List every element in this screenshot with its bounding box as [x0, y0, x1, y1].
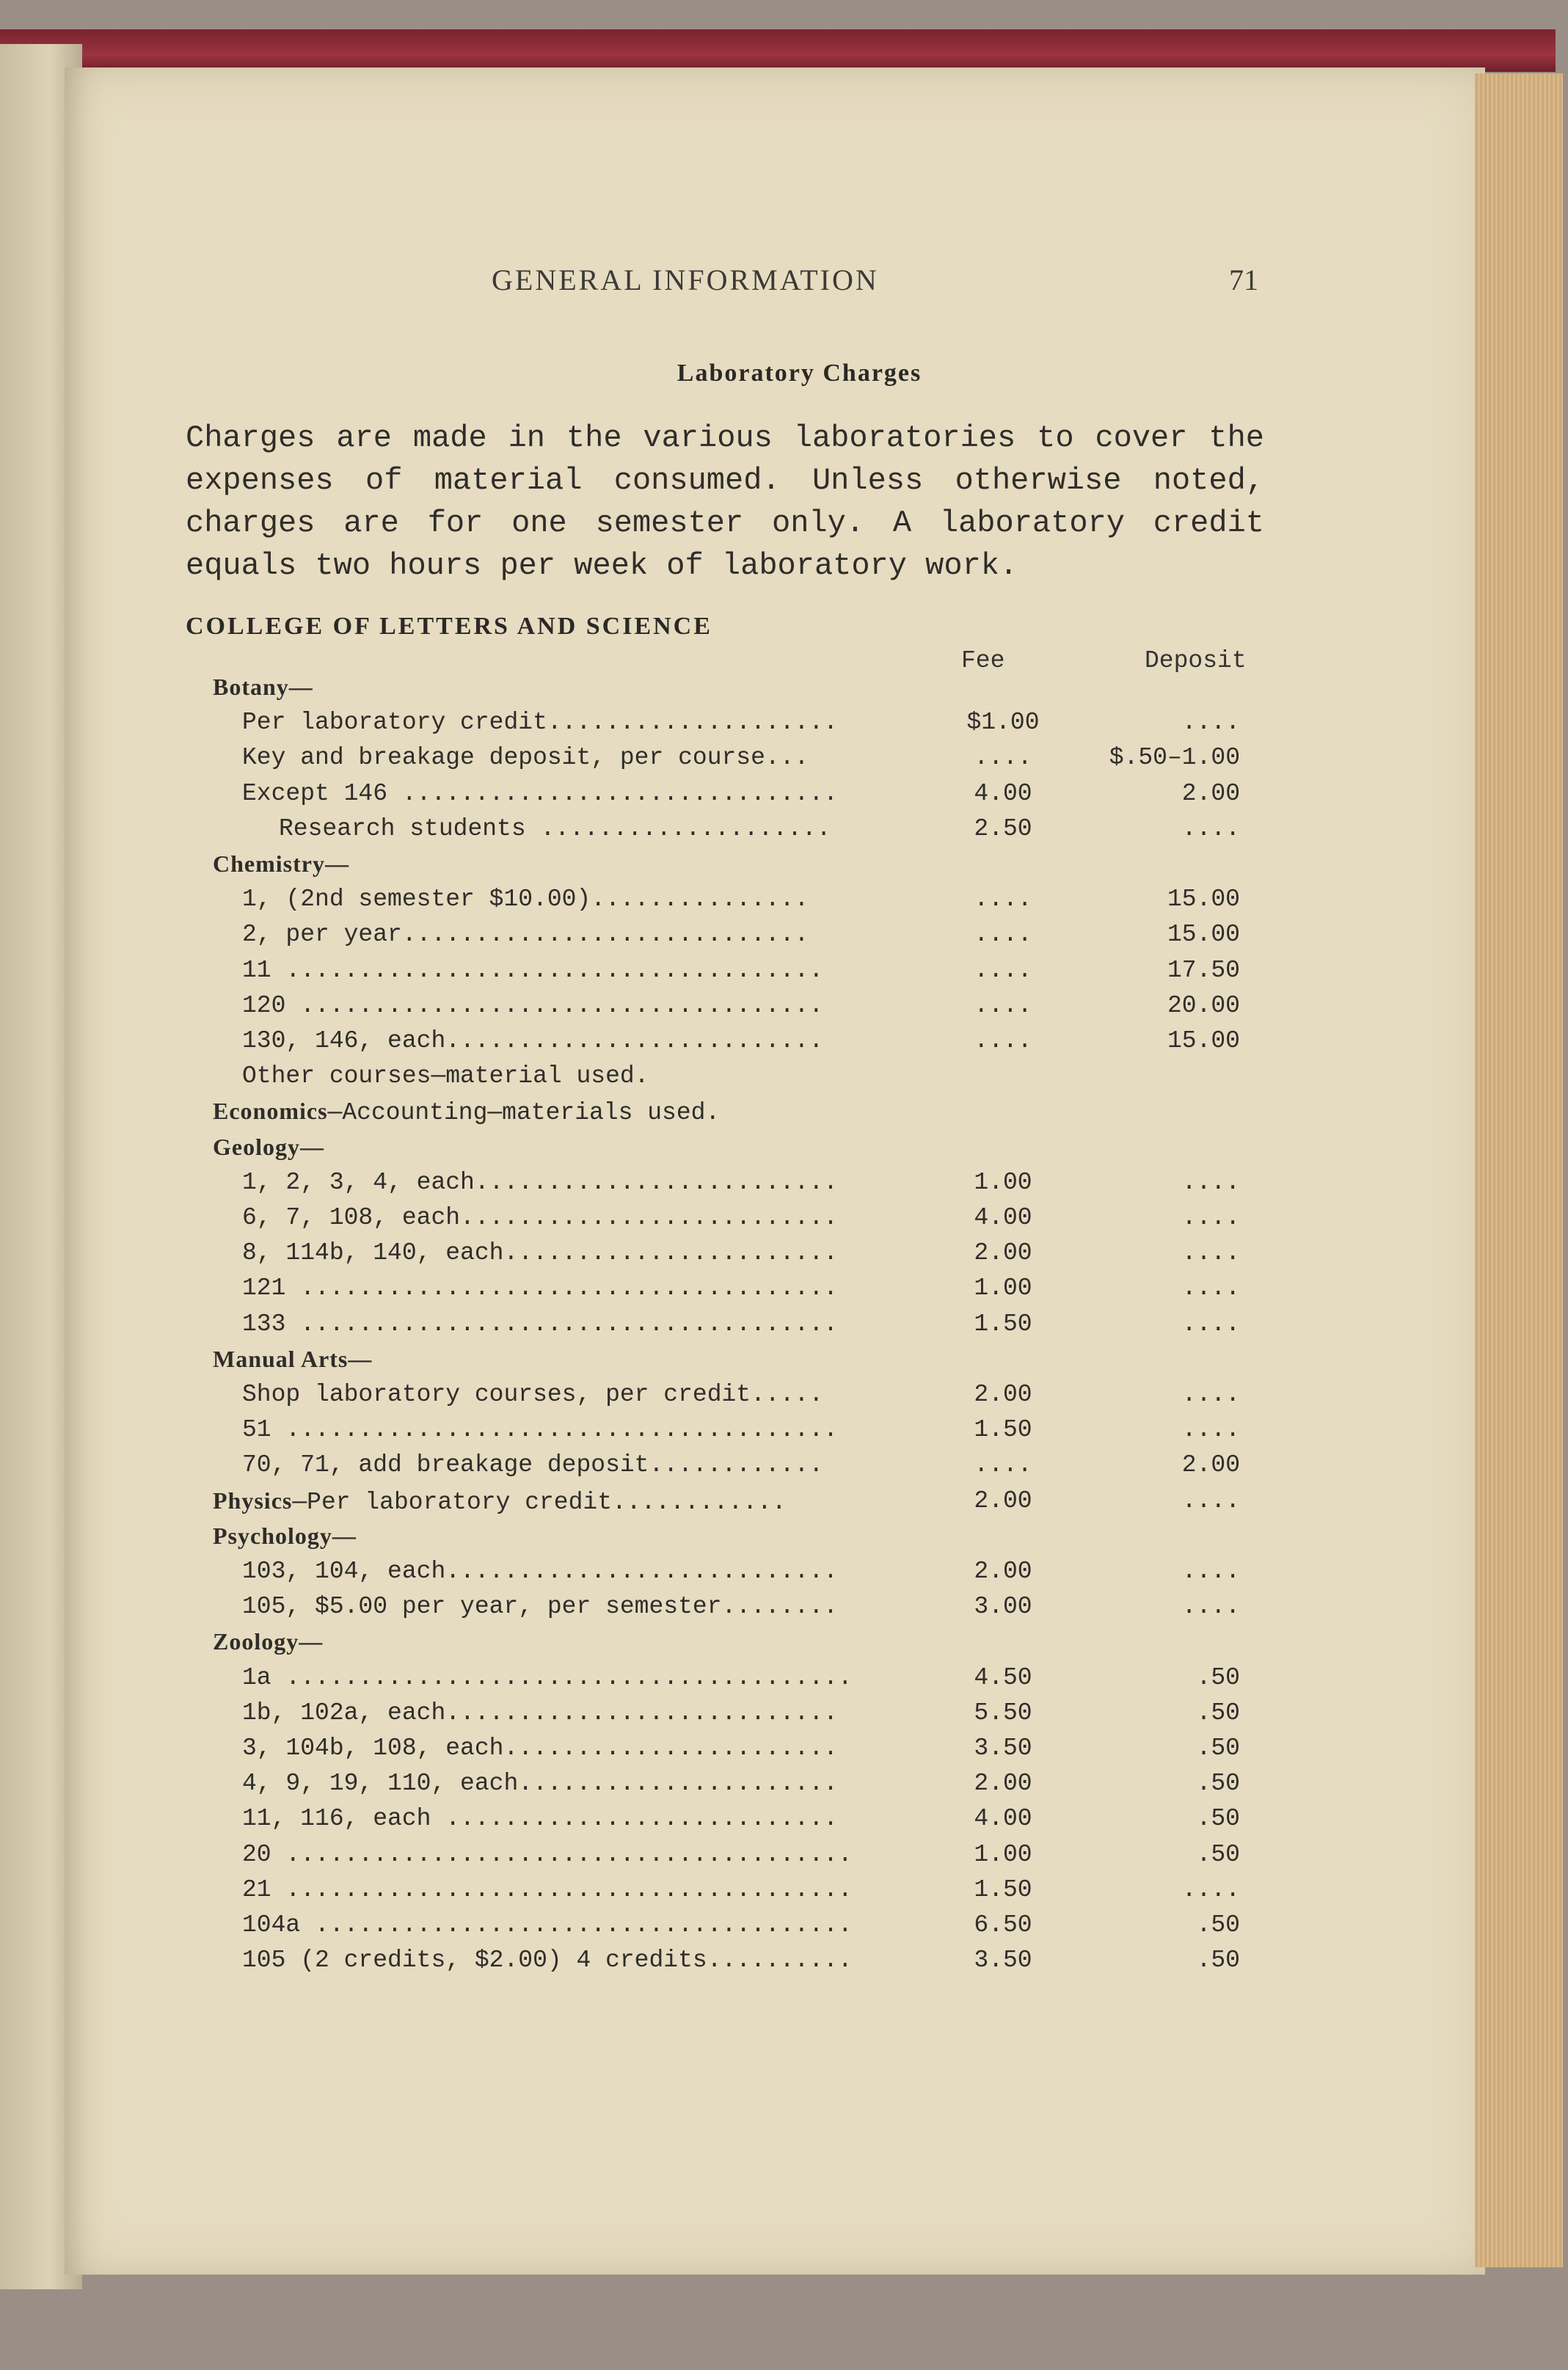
item-label [242, 1593, 906, 1620]
deposit-value: .... [1181, 709, 1240, 737]
category-row [0, 850, 1568, 886]
label-text: 11 ..................................... [242, 956, 824, 984]
fee-value: 6.50 [974, 1911, 1032, 1939]
deposit-value: 2.00 [1181, 779, 1240, 807]
category-row [0, 1134, 1568, 1169]
label-text: Botany— [213, 674, 313, 700]
item-label [242, 1381, 906, 1408]
label-text: 3, 104b, 108, each....................... [242, 1735, 838, 1762]
fee-value: 1.00 [974, 1168, 1032, 1196]
deposit-value: .... [1181, 1416, 1240, 1444]
charge-row [0, 1062, 1568, 1098]
fee-value: 2.00 [974, 1770, 1032, 1798]
charge-row [0, 1381, 1568, 1416]
category-label [213, 1098, 906, 1126]
label-text: Physics [213, 1487, 293, 1514]
category-row [0, 1628, 1568, 1663]
item-label [242, 1805, 906, 1832]
label-text: Other courses—material used. [242, 1062, 649, 1090]
fee-value: 4.00 [974, 779, 1032, 807]
label-text: Except 146 .............................. [242, 779, 838, 807]
item-label [242, 1204, 906, 1231]
item-label [242, 780, 906, 807]
charge-row [0, 1876, 1568, 1911]
charge-row [0, 1027, 1568, 1062]
category-row [0, 1098, 1568, 1133]
item-label [279, 815, 906, 842]
fee-value: 1.50 [974, 1416, 1032, 1444]
charge-row [0, 1239, 1568, 1275]
fee-value: 3.00 [974, 1593, 1032, 1621]
fee-value: .... [974, 991, 1032, 1019]
charge-row [0, 1664, 1568, 1699]
fee-value: 2.00 [974, 1381, 1032, 1408]
deposit-value: .50 [1196, 1805, 1240, 1833]
label-text: 51 ...................................... [242, 1416, 838, 1444]
item-label [242, 1275, 906, 1302]
item-label [242, 921, 906, 948]
label-text: 104a ..................................... [242, 1911, 853, 1939]
charge-row [0, 1416, 1568, 1451]
charge-row [0, 780, 1568, 815]
label-text: 1, (2nd semester $10.00)............... [242, 886, 809, 914]
deposit-value: .50 [1196, 1663, 1240, 1691]
deposit-value: .... [1181, 1275, 1240, 1302]
college-heading: COLLEGE OF LETTERS AND SCIENCE [186, 613, 712, 640]
label-text: Geology— [213, 1133, 324, 1160]
deposit-value: .... [1181, 1593, 1240, 1621]
label-text: 6, 7, 108, each.......................... [242, 1204, 838, 1231]
label-text: Economics [213, 1098, 328, 1125]
fee-value: 4.00 [974, 1805, 1032, 1833]
item-label [242, 1416, 906, 1443]
fee-value: 2.00 [974, 1239, 1032, 1267]
fee-value: $1.00 [966, 709, 1040, 737]
deposit-value: .... [1181, 1310, 1240, 1338]
deposit-value: 15.00 [1167, 886, 1240, 914]
category-label [213, 850, 906, 878]
charge-row [0, 992, 1568, 1027]
charge-row [0, 1558, 1568, 1593]
charge-row [0, 1204, 1568, 1239]
deposit-value: 15.00 [1167, 921, 1240, 949]
label-text: 121 ..................................... [242, 1275, 838, 1302]
item-label [242, 1027, 906, 1054]
fee-value: 2.00 [974, 1487, 1032, 1514]
fee-value: 1.50 [974, 1310, 1032, 1338]
item-label [242, 1310, 906, 1338]
label-text: 133 ..................................... [242, 1310, 838, 1338]
label-text: 1b, 102a, each........................... [242, 1699, 838, 1727]
deposit-value: .50 [1196, 1735, 1240, 1762]
charge-row [0, 1593, 1568, 1628]
fee-value: .... [974, 921, 1032, 949]
fee-value: .... [974, 744, 1032, 772]
fee-value: .... [974, 956, 1032, 984]
category-row [0, 674, 1568, 709]
charge-row [0, 1735, 1568, 1770]
label-text: 21 ....................................... [242, 1875, 853, 1903]
label-text: 2, per year............................ [242, 921, 809, 949]
label-text: Key and breakage deposit, per course... [242, 744, 809, 772]
page-number: 71 [1229, 263, 1258, 296]
item-label [242, 1947, 906, 1974]
deposit-value: .... [1181, 1204, 1240, 1231]
item-label [242, 1841, 906, 1868]
label-text: 130, 146, each.......................... [242, 1027, 824, 1054]
charge-row [0, 1770, 1568, 1805]
deposit-value: .... [1181, 1381, 1240, 1408]
item-label [242, 1451, 906, 1478]
fee-column-header: Fee [961, 647, 1005, 674]
item-label [242, 1770, 906, 1797]
deposit-value: .... [1181, 1239, 1240, 1267]
fee-value: 3.50 [974, 1735, 1032, 1762]
deposit-value: .... [1181, 1487, 1240, 1514]
item-label [242, 1062, 906, 1090]
deposit-column-header: Deposit [1145, 647, 1247, 674]
category-row [0, 1523, 1568, 1558]
item-label [242, 1239, 906, 1266]
deposit-value: 2.00 [1181, 1451, 1240, 1479]
charge-row [0, 1699, 1568, 1735]
label-text: Psychology— [213, 1522, 357, 1549]
fee-value: 1.00 [974, 1275, 1032, 1302]
item-label [242, 957, 906, 984]
charge-row [0, 1805, 1568, 1840]
charge-row [0, 1275, 1568, 1310]
charge-row [0, 815, 1568, 850]
category-row [0, 1487, 1568, 1523]
charge-row [0, 957, 1568, 992]
deposit-value: .... [1181, 1875, 1240, 1903]
fee-value: 2.50 [974, 814, 1032, 842]
deposit-value: .50 [1196, 1770, 1240, 1798]
deposit-value: .... [1181, 1558, 1240, 1585]
item-label [242, 1169, 906, 1196]
label-text: 1a ....................................... [242, 1663, 853, 1691]
deposit-value: .50 [1196, 1699, 1240, 1727]
fee-value: 5.50 [974, 1699, 1032, 1727]
fee-value: .... [974, 886, 1032, 914]
fee-value: 4.50 [974, 1663, 1032, 1691]
label-text: Chemistry— [213, 850, 349, 877]
item-label [242, 1876, 906, 1903]
label-rest-text: —Per laboratory credit............ [292, 1488, 787, 1516]
deposit-value: 15.00 [1167, 1027, 1240, 1054]
label-text: Manual Arts— [213, 1345, 373, 1372]
charge-row [0, 1169, 1568, 1204]
deposit-value: .... [1181, 814, 1240, 842]
category-label [213, 1346, 906, 1373]
label-text: 70, 71, add breakage deposit............ [242, 1451, 824, 1479]
deposit-value: 17.50 [1167, 956, 1240, 984]
charge-row [0, 744, 1568, 779]
category-label [213, 1523, 906, 1550]
category-label [213, 1487, 906, 1516]
label-rest-text: —Accounting—materials used. [327, 1099, 721, 1127]
charge-row [0, 921, 1568, 956]
charge-row [0, 886, 1568, 921]
deposit-value: .50 [1196, 1911, 1240, 1939]
fee-value: 2.00 [974, 1558, 1032, 1585]
deposit-value: .... [1181, 1168, 1240, 1196]
intro-paragraph: Charges are made in the various laboratories to cover the expenses of material consumed. Unless otherwise noted, charges are for one semester only. A laboratory credit equals two hours per week of laboratory work. [186, 420, 1264, 583]
item-label [242, 709, 906, 736]
charge-row [0, 1947, 1568, 1982]
charge-row [0, 1451, 1568, 1487]
item-label [242, 886, 906, 913]
fee-value: 3.50 [974, 1947, 1032, 1975]
label-text: 103, 104, each........................... [242, 1558, 838, 1585]
deposit-value: .50 [1196, 1840, 1240, 1868]
label-text: 1, 2, 3, 4, each......................... [242, 1168, 838, 1196]
category-label [213, 1134, 906, 1161]
item-label [242, 1911, 906, 1939]
fee-value: 1.00 [974, 1840, 1032, 1868]
charge-row [0, 1911, 1568, 1947]
fee-value: 4.00 [974, 1204, 1032, 1231]
section-title-text: Laboratory Charges [677, 360, 922, 387]
deposit-value: $.50–1.00 [1109, 744, 1240, 772]
charge-row [0, 709, 1568, 744]
fee-value: 1.50 [974, 1875, 1032, 1903]
item-label [242, 1699, 906, 1727]
item-label [242, 1735, 906, 1762]
fee-value: .... [974, 1451, 1032, 1479]
item-label [242, 992, 906, 1019]
category-label [213, 674, 906, 701]
label-text: 4, 9, 19, 110, each...................... [242, 1770, 838, 1798]
charge-row [0, 1310, 1568, 1346]
running-head: GENERAL INFORMATION [492, 263, 879, 296]
label-text: Zoology— [213, 1628, 324, 1655]
item-label [242, 1558, 906, 1585]
deposit-value: .50 [1196, 1947, 1240, 1975]
label-text: Research students .................... [279, 814, 831, 842]
item-label [242, 1664, 906, 1691]
book-spine-edge [0, 29, 1556, 72]
label-text: 105, $5.00 per year, per semester........ [242, 1593, 838, 1621]
label-text: 120 .................................... [242, 991, 824, 1019]
label-text: 105 (2 credits, $2.00) 4 credits.......... [242, 1947, 853, 1975]
charge-row [0, 1841, 1568, 1876]
deposit-value: 20.00 [1167, 991, 1240, 1019]
label-text: Per laboratory credit.................... [242, 709, 838, 737]
section-title [0, 360, 1568, 387]
label-text: 8, 114b, 140, each....................... [242, 1239, 838, 1267]
category-label [213, 1628, 906, 1655]
label-text: 11, 116, each ........................... [242, 1805, 838, 1833]
label-text: Shop laboratory courses, per credit..... [242, 1381, 824, 1408]
item-label [242, 744, 906, 771]
label-text: 20 ....................................... [242, 1840, 853, 1868]
category-row [0, 1346, 1568, 1381]
fee-value: .... [974, 1027, 1032, 1054]
